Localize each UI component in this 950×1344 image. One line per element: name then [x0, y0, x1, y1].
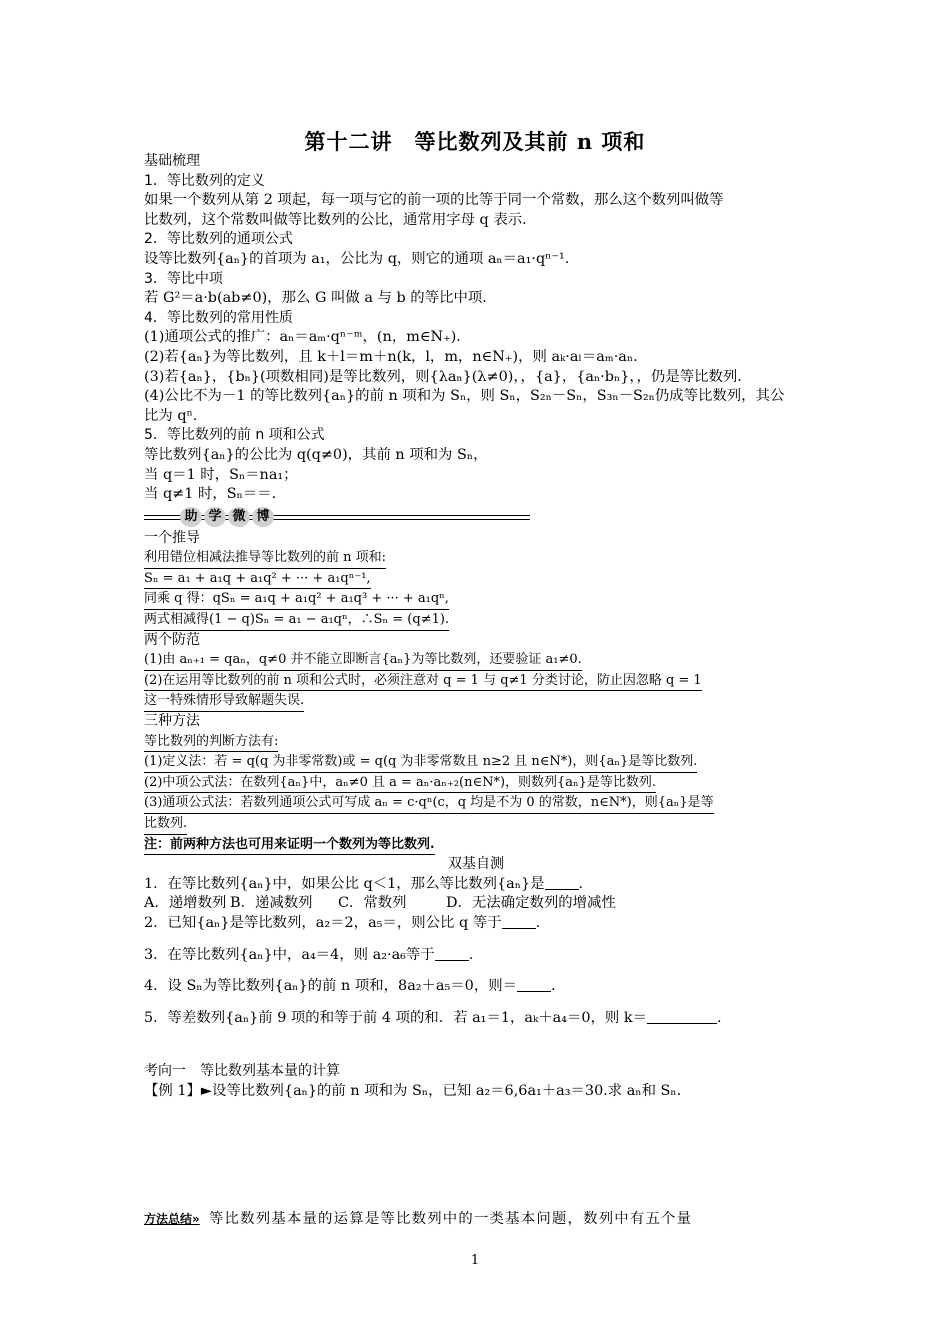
tip-line: 两式相减得(1 − q)Sₙ = a₁ − a₁qⁿ，∴Sₙ = (q≠1). [144, 610, 449, 631]
text-line: 当 q＝1 时，Sₙ＝na₁； [144, 466, 298, 483]
main-content [144, 152, 808, 1229]
answer-blank[interactable] [502, 914, 536, 929]
tip-line: 比数列. [144, 814, 187, 835]
option-d: D．无法确定数列的增减性 [446, 895, 616, 912]
banner-char: 微 [228, 507, 250, 527]
tips-heading-precautions: 两个防范 [144, 631, 200, 648]
page-title: 第十二讲 等比数列及其前 n 项和 [304, 129, 646, 154]
option-b: B．递减数列 [230, 895, 313, 912]
tip-line: 这一特殊情形导致解题失误. [144, 691, 304, 712]
question-4: 4．设 Sₙ为等比数列{aₙ}的前 n 项和，8a₂＋a₅＝0，则＝ . [144, 978, 556, 995]
question-1-options [144, 894, 808, 914]
method-summary-label: 方法总结» [144, 1211, 200, 1226]
section-heading-basics: 基础梳理 [144, 153, 200, 169]
tip-line: 等比数列的判断方法有: [144, 732, 278, 753]
example-1: 【例 1】►设等比数列{aₙ}的前 n 项和为 Sₙ，已知 a₂＝6,6a₁＋a₃＝30.求 aₙ和 Sₙ. [144, 1082, 682, 1099]
heading-sum-formula: 5．等比数列的前 n 项和公式 [144, 427, 325, 444]
option-a: A．递增数列 [144, 895, 227, 912]
page-number: 1 [470, 1253, 480, 1268]
method-summary-text: 等比数列基本量的运算是等比数列中的一类基本问题，数列中有五个量 [208, 1210, 693, 1227]
answer-blank[interactable] [545, 875, 579, 890]
text-line: 设等比数列{aₙ}的首项为 a₁，公比为 q，则它的通项 aₙ＝a₁·qⁿ⁻¹. [144, 250, 570, 267]
tip-line: 利用错位相减法推导等比数列的前 n 项和: [144, 548, 386, 569]
text-line: (1)通项公式的推广：aₙ＝aₘ·qⁿ⁻ᵐ，(n，m∈N₊)． [144, 329, 471, 346]
text-line: 比为 qⁿ. [144, 407, 198, 424]
tip-line: (1)定义法：若 = q(q 为非零常数)或 = q(q 为非零常数且 n≥2 且 n∈N*)，则{aₙ}是等比数列. [144, 752, 697, 773]
heading-geometric-mean: 3．等比中项 [144, 270, 223, 287]
tip-line: 同乘 q 得：qSₙ = a₁q + a₁q² + a₁q³ + ··· + a₁qⁿ, [144, 589, 449, 610]
tip-line: (2)中项公式法：在数列{aₙ}中，aₙ≠0 且 a = aₙ·aₙ₊₂(n∈N*)，则数列{aₙ}是等比数列. [144, 773, 656, 794]
text-line: 若 G²＝a·b(ab≠0)，那么 G 叫做 a 与 b 的等比中项． [144, 290, 497, 307]
heading-general-term: 2．等比数列的通项公式 [144, 231, 293, 248]
text-line: (4)公比不为－1 的等比数列{aₙ}的前 n 项和为 Sₙ，则 Sₙ，S₂ₙ－Sₙ，S₃ₙ－S₂ₙ仍成等比数列，其公 [144, 388, 785, 405]
question-3: 3．在等比数列{aₙ}中，a₄＝4，则 a₂·a₆等于 . [144, 946, 474, 963]
option-c: C．常数列 [338, 895, 407, 912]
text-line: 当 q≠1 时，Sₙ＝＝. [144, 486, 277, 503]
self-test-heading: 双基自测 [448, 856, 504, 873]
tip-line: (1)由 aₙ₊₁ = qaₙ，q≠0 并不能立即断言{aₙ}为等比数列，还要验证 a₁≠0. [144, 650, 582, 671]
study-tips-banner [144, 507, 530, 527]
topic-heading: 考向一 等比数列基本量的计算 [144, 1063, 340, 1080]
text-line: 等比数列{aₙ}的公比为 q(q≠0)，其前 n 项和为 Sₙ， [144, 446, 488, 463]
text-line: 如果一个数列从第 2 项起，每一项与它的前一项的比等于同一个常数，那么这个数列叫做等 [144, 192, 724, 209]
text-line: (2)若{aₙ}为等比数列，且 k＋l＝m＋n(k，l，m，n∈N₊)，则 aₖ·aₗ＝aₘ·aₙ. [144, 348, 638, 365]
method-summary [144, 1210, 808, 1230]
answer-blank[interactable] [435, 946, 469, 961]
tip-line: (3)通项公式法：若数列通项公式可写成 aₙ = c·qⁿ(c，q 均是不为 0 的常数，n∈N*)，则{aₙ}是等 [144, 793, 714, 814]
banner-char: 学 [204, 507, 226, 527]
heading-definition: 1．等比数列的定义 [144, 172, 265, 189]
tips-heading-derivation: 一个推导 [144, 529, 200, 546]
tip-note: 注：前两种方法也可用来证明一个数列为等比数列. [144, 835, 435, 856]
question-5: 5．等差数列{aₙ}前 9 项的和等于前 4 项的和．若 a₁＝1，aₖ＋a₄＝0，则 k＝ . [144, 1009, 722, 1026]
tip-line: (2)在运用等比数列的前 n 项和公式时，必须注意对 q = 1 与 q≠1 分类讨论，防止因忽略 q = 1 [144, 671, 702, 692]
question-2: 2．已知{aₙ}是等比数列，a₂＝2，a₅＝，则公比 q 等于 . [144, 914, 541, 931]
text-line: 比数列，这个常数叫做等比数列的公比，通常用字母 q 表示． [144, 211, 537, 228]
question-1: 1．在等比数列{aₙ}中，如果公比 q＜1，那么等比数列{aₙ}是 . [144, 875, 584, 892]
banner-char: 博 [252, 507, 274, 527]
banner-char: 助 [180, 507, 202, 527]
text-line: (3)若{aₙ}，{bₙ}(项数相同)是等比数列，则{λaₙ}(λ≠0)，，{a}，{aₙ·bₙ}，，仍是等比数列． [144, 368, 752, 385]
answer-blank[interactable] [517, 977, 551, 992]
answer-blank[interactable] [647, 1009, 717, 1024]
heading-properties: 4．等比数列的常用性质 [144, 309, 293, 326]
tips-heading-methods: 三种方法 [144, 713, 200, 730]
tip-line: Sₙ = a₁ + a₁q + a₁q² + ··· + a₁qⁿ⁻¹, [144, 569, 371, 590]
